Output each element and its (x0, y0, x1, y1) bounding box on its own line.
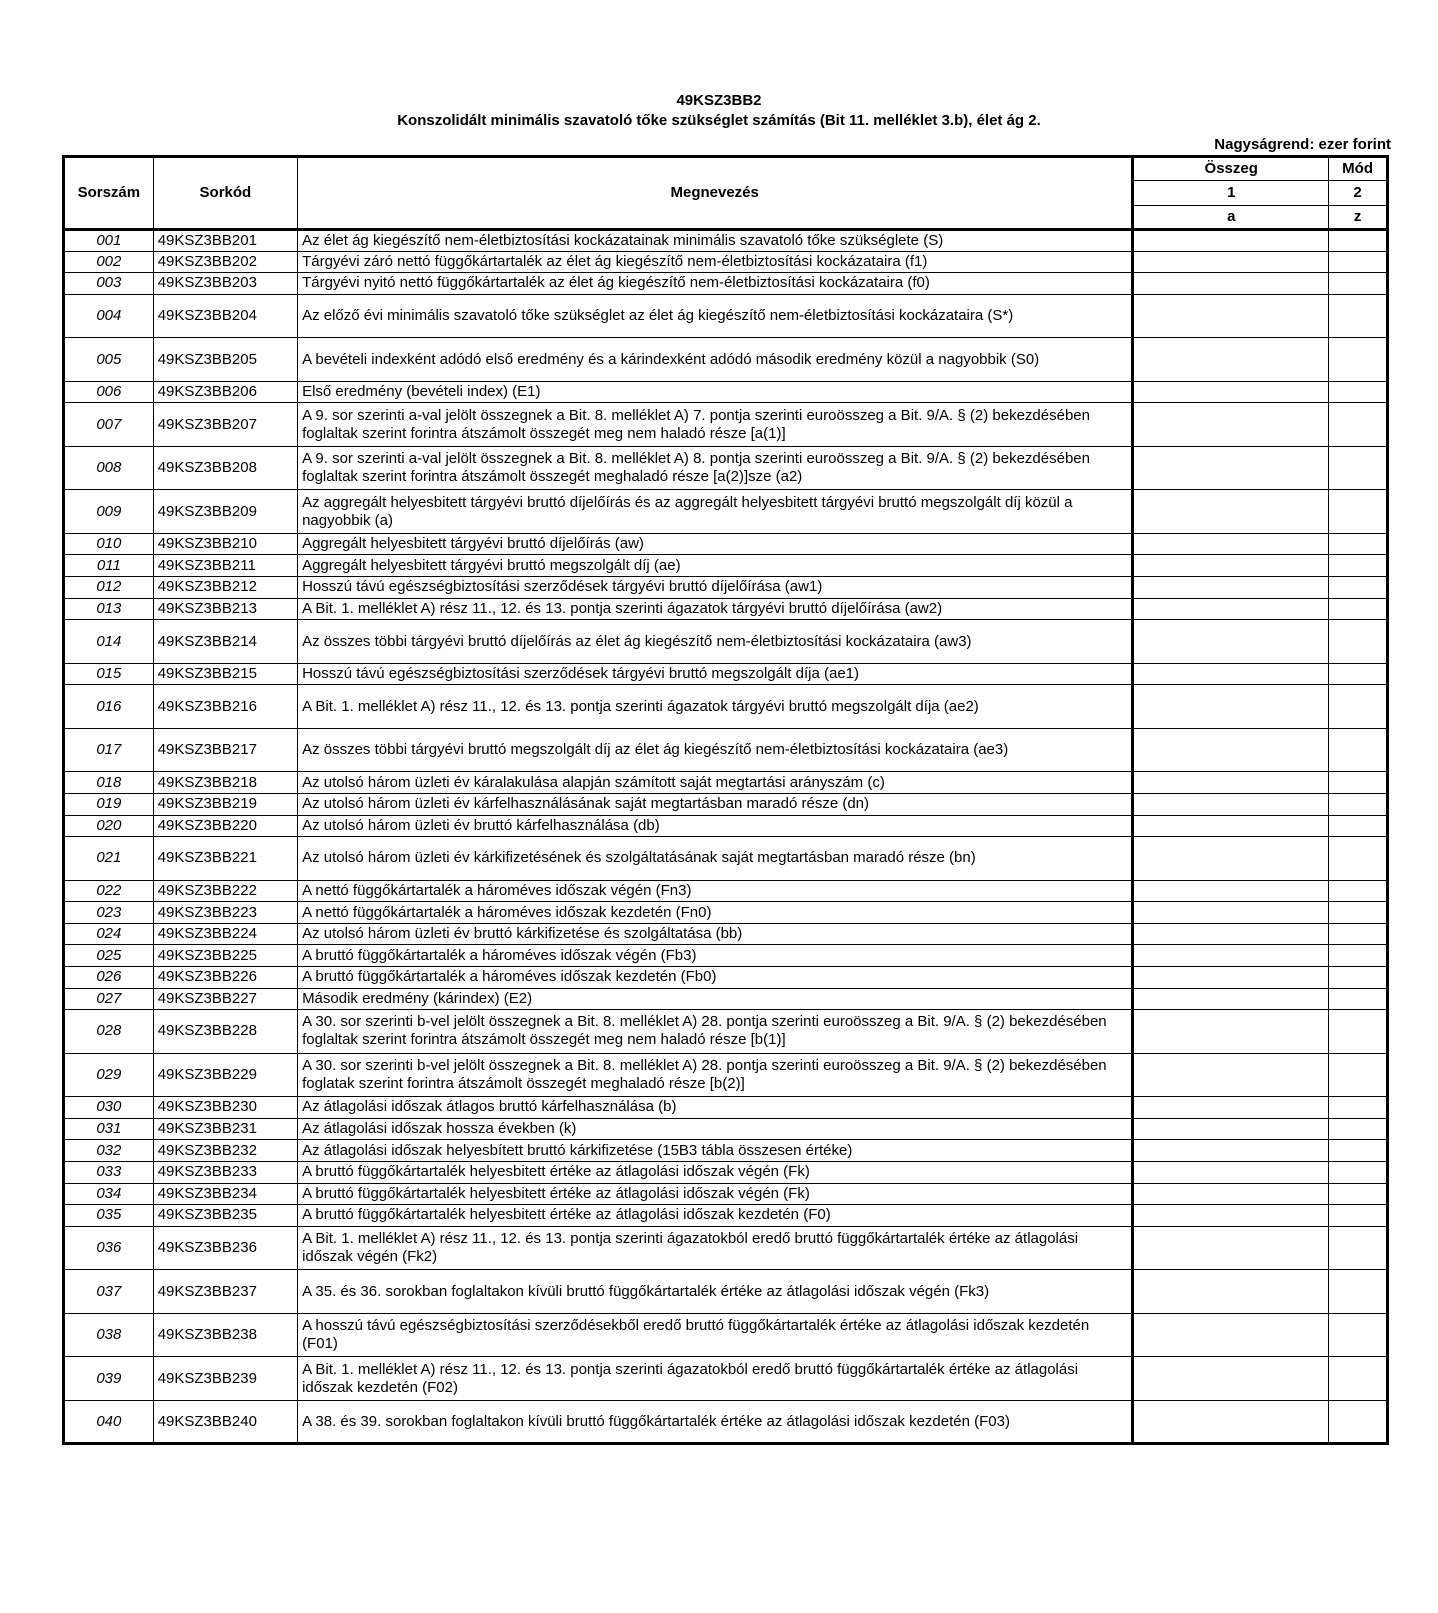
row-description: Első eredmény (bevételi index) (E1) (298, 381, 1133, 403)
mod-cell[interactable] (1329, 880, 1388, 902)
col-header-mod-num: 2 (1329, 181, 1388, 205)
col-header-sorkod: Sorkód (153, 157, 297, 230)
row-description: Az élet ág kiegészítő nem-életbiztosítási kockázatainak minimális szavatoló tőke szükséglete (S) (298, 230, 1133, 252)
row-code: 49KSZ3BB206 (153, 381, 297, 403)
row-code: 49KSZ3BB204 (153, 294, 297, 338)
mod-cell[interactable] (1329, 988, 1388, 1010)
form-code: 49KSZ3BB2 (676, 92, 762, 109)
row-number: 017 (64, 728, 154, 772)
mod-cell[interactable] (1329, 446, 1388, 490)
row-description: A Bit. 1. melléklet A) rész 11., 12. és 13. pontja szerinti ágazatokból eredő bruttó függőkártartalék értéke az átlagolási időszak kezdetén (F02) (298, 1357, 1133, 1401)
osszeg-cell[interactable] (1133, 988, 1329, 1010)
mod-cell[interactable] (1329, 772, 1388, 794)
row-code: 49KSZ3BB236 (153, 1226, 297, 1270)
table-row (64, 1097, 1388, 1119)
osszeg-cell[interactable] (1133, 273, 1329, 295)
row-code: 49KSZ3BB211 (153, 555, 297, 577)
col-header-mod: Mód (1329, 157, 1388, 181)
row-number: 034 (64, 1183, 154, 1205)
row-number: 031 (64, 1118, 154, 1140)
osszeg-cell[interactable] (1133, 338, 1329, 382)
col-header-megnevezes: Megnevezés (298, 157, 1133, 230)
osszeg-cell[interactable] (1133, 1183, 1329, 1205)
row-description: Az utolsó három üzleti év káralakulása alapján számított saját megtartási arányszám (c) (298, 772, 1133, 794)
osszeg-cell[interactable] (1133, 967, 1329, 989)
row-number: 019 (64, 793, 154, 815)
mod-cell[interactable] (1329, 1400, 1388, 1444)
row-number: 004 (64, 294, 154, 338)
row-description: A 35. és 36. sorokban foglaltakon kívüli bruttó függőkártartalék értéke az átlagolási időszak végén (Fk3) (298, 1270, 1133, 1314)
table-row (64, 880, 1388, 902)
mod-cell[interactable] (1329, 1205, 1388, 1227)
row-number: 014 (64, 620, 154, 664)
row-code: 49KSZ3BB201 (153, 230, 297, 252)
mod-cell[interactable] (1329, 728, 1388, 772)
row-description: Aggregált helyesbitett tárgyévi bruttó díjelőírás (aw) (298, 533, 1133, 555)
row-description: Tárgyévi nyitó nettó függőkártartalék az élet ág kiegészítő nem-életbiztosítási kockázataira (f0) (298, 273, 1133, 295)
osszeg-cell[interactable] (1133, 1161, 1329, 1183)
mod-cell[interactable] (1329, 251, 1388, 273)
row-description: A Bit. 1. melléklet A) rész 11., 12. és 13. pontja szerinti ágazatok tárgyévi bruttó díjelőírása (aw2) (298, 598, 1133, 620)
osszeg-cell[interactable] (1133, 555, 1329, 577)
mod-cell[interactable] (1329, 685, 1388, 729)
row-code: 49KSZ3BB202 (153, 251, 297, 273)
row-description: Az utolsó három üzleti év kárkifizetésének és szolgáltatásának saját megtartásban maradó része (bn) (298, 837, 1133, 881)
row-number: 028 (64, 1010, 154, 1054)
table-row (64, 772, 1388, 794)
row-description: A nettó függőkártartalék a hároméves időszak kezdetén (Fn0) (298, 902, 1133, 924)
row-number: 035 (64, 1205, 154, 1227)
osszeg-cell[interactable] (1133, 1053, 1329, 1097)
row-code: 49KSZ3BB234 (153, 1183, 297, 1205)
row-code: 49KSZ3BB218 (153, 772, 297, 794)
osszeg-cell[interactable] (1133, 230, 1329, 252)
mod-cell[interactable] (1329, 1313, 1388, 1357)
osszeg-cell[interactable] (1133, 902, 1329, 924)
col-header-osszeg: Összeg (1133, 157, 1329, 181)
table-row (64, 620, 1388, 664)
row-code: 49KSZ3BB238 (153, 1313, 297, 1357)
row-code: 49KSZ3BB205 (153, 338, 297, 382)
row-number: 037 (64, 1270, 154, 1314)
osszeg-cell[interactable] (1133, 728, 1329, 772)
mod-cell[interactable] (1329, 1226, 1388, 1270)
table-row (64, 577, 1388, 599)
row-description: A bevételi indexként adódó első eredmény és a kárindexként adódó második eredmény közül a nagyobbik (S0) (298, 338, 1133, 382)
mod-cell[interactable] (1329, 1140, 1388, 1162)
row-number: 025 (64, 945, 154, 967)
row-number: 006 (64, 381, 154, 403)
row-description: A bruttó függőkártartalék helyesbitett értéke az átlagolási időszak végén (Fk) (298, 1183, 1133, 1205)
osszeg-cell[interactable] (1133, 685, 1329, 729)
osszeg-cell[interactable] (1133, 1226, 1329, 1270)
row-description: A Bit. 1. melléklet A) rész 11., 12. és 13. pontja szerinti ágazatok tárgyévi bruttó megszolgált díja (ae2) (298, 685, 1133, 729)
row-code: 49KSZ3BB229 (153, 1053, 297, 1097)
row-number: 012 (64, 577, 154, 599)
osszeg-cell[interactable] (1133, 446, 1329, 490)
row-number: 036 (64, 1226, 154, 1270)
table-row (64, 446, 1388, 490)
row-code: 49KSZ3BB235 (153, 1205, 297, 1227)
row-code: 49KSZ3BB230 (153, 1097, 297, 1119)
row-number: 026 (64, 967, 154, 989)
row-code: 49KSZ3BB203 (153, 273, 297, 295)
mod-cell[interactable] (1329, 533, 1388, 555)
col-header-sorszam: Sorszám (64, 157, 154, 230)
row-description: A Bit. 1. melléklet A) rész 11., 12. és 13. pontja szerinti ágazatokból eredő bruttó függőkártartalék értéke az átlagolási időszak végén (Fk2) (298, 1226, 1133, 1270)
table-row (64, 338, 1388, 382)
mod-cell[interactable] (1329, 598, 1388, 620)
mod-cell[interactable] (1329, 1053, 1388, 1097)
osszeg-cell[interactable] (1133, 1010, 1329, 1054)
form-title: Konszolidált minimális szavatoló tőke szükséglet számítás (Bit 11. melléklet 3.b), élet ág 2. (397, 112, 1041, 129)
osszeg-cell[interactable] (1133, 663, 1329, 685)
row-description: A 30. sor szerinti b-vel jelölt összegnek a Bit. 8. melléklet A) 28. pontja szerinti euroösszeg a Bit. 9/A. § (2) bekezdésében foglatak szerint forintra átszámolt összegét meghaladó része [b(2)] (298, 1053, 1133, 1097)
row-description: A bruttó függőkártartalék a hároméves időszak kezdetén (Fb0) (298, 967, 1133, 989)
row-description: Hosszú távú egészségbiztosítási szerződések tárgyévi bruttó díjelőírása (aw1) (298, 577, 1133, 599)
mod-cell[interactable] (1329, 620, 1388, 664)
row-code: 49KSZ3BB233 (153, 1161, 297, 1183)
table-row (64, 1313, 1388, 1357)
mod-cell[interactable] (1329, 1097, 1388, 1119)
row-code: 49KSZ3BB207 (153, 403, 297, 447)
table-row (64, 230, 1388, 252)
table-row (64, 793, 1388, 815)
table-row (64, 945, 1388, 967)
row-number: 023 (64, 902, 154, 924)
row-number: 015 (64, 663, 154, 685)
row-description: A hosszú távú egészségbiztosítási szerződésekből eredő bruttó függőkártartalék értéke az átlagolási időszak kezdetén (F01) (298, 1313, 1133, 1357)
row-description: A 30. sor szerinti b-vel jelölt összegnek a Bit. 8. melléklet A) 28. pontja szerinti euroösszeg a Bit. 9/A. § (2) bekezdésében foglaltak szerint forintra átszámolt összegét meg nem haladó része [b(1)] (298, 1010, 1133, 1054)
row-number: 011 (64, 555, 154, 577)
table-row (64, 555, 1388, 577)
row-code: 49KSZ3BB216 (153, 685, 297, 729)
row-number: 024 (64, 923, 154, 945)
table-row (64, 1010, 1388, 1054)
unit-label: Nagyságrend: ezer forint (1214, 136, 1391, 153)
row-number: 032 (64, 1140, 154, 1162)
table-body (64, 230, 1388, 1444)
row-code: 49KSZ3BB214 (153, 620, 297, 664)
mod-cell[interactable] (1329, 403, 1388, 447)
osszeg-cell[interactable] (1133, 1205, 1329, 1227)
row-number: 033 (64, 1161, 154, 1183)
row-description: Az utolsó három üzleti év kárfelhasználásának saját megtartásban maradó része (dn) (298, 793, 1133, 815)
table-row (64, 1161, 1388, 1183)
mod-cell[interactable] (1329, 294, 1388, 338)
row-code: 49KSZ3BB215 (153, 663, 297, 685)
row-description: Az utolsó három üzleti év bruttó kárkifizetése és szolgáltatása (bb) (298, 923, 1133, 945)
row-code: 49KSZ3BB217 (153, 728, 297, 772)
row-number: 009 (64, 490, 154, 534)
row-number: 039 (64, 1357, 154, 1401)
table-row (64, 490, 1388, 534)
row-description: A 9. sor szerinti a-val jelölt összegnek a Bit. 8. melléklet A) 7. pontja szerinti euroösszeg a Bit. 9/A. § (2) bekezdésében foglaltak szerint forintra átszámolt összegét meg nem haladó része [a(1)] (298, 403, 1133, 447)
mod-cell[interactable] (1329, 1161, 1388, 1183)
osszeg-cell[interactable] (1133, 294, 1329, 338)
row-description: A 38. és 39. sorokban foglaltakon kívüli bruttó függőkártartalék értéke az átlagolási időszak kezdetén (F03) (298, 1400, 1133, 1444)
row-description: A 9. sor szerinti a-val jelölt összegnek a Bit. 8. melléklet A) 8. pontja szerinti euroösszeg a Bit. 9/A. § (2) bekezdésében foglaltak szerint forintra átszámolt összegét meghaladó része [a(2)]sze (a2) (298, 446, 1133, 490)
row-number: 030 (64, 1097, 154, 1119)
col-header-osszeg-num: 1 (1133, 181, 1329, 205)
mod-cell[interactable] (1329, 273, 1388, 295)
row-code: 49KSZ3BB225 (153, 945, 297, 967)
table-row (64, 403, 1388, 447)
row-number: 027 (64, 988, 154, 1010)
table-row (64, 1118, 1388, 1140)
row-description: Az előző évi minimális szavatoló tőke szükséglet az élet ág kiegészítő nem-életbiztosítási kockázataira (S*) (298, 294, 1133, 338)
row-description: Az összes többi tárgyévi bruttó díjelőírás az élet ág kiegészítő nem-életbiztosítási kockázataira (aw3) (298, 620, 1133, 664)
osszeg-cell[interactable] (1133, 403, 1329, 447)
row-number: 008 (64, 446, 154, 490)
row-code: 49KSZ3BB209 (153, 490, 297, 534)
row-code: 49KSZ3BB220 (153, 815, 297, 837)
data-table (62, 155, 1389, 1445)
row-number: 013 (64, 598, 154, 620)
mod-cell[interactable] (1329, 902, 1388, 924)
row-number: 003 (64, 273, 154, 295)
row-code: 49KSZ3BB226 (153, 967, 297, 989)
osszeg-cell[interactable] (1133, 837, 1329, 881)
osszeg-cell[interactable] (1133, 923, 1329, 945)
mod-cell[interactable] (1329, 381, 1388, 403)
table-row (64, 923, 1388, 945)
osszeg-cell[interactable] (1133, 490, 1329, 534)
osszeg-cell[interactable] (1133, 793, 1329, 815)
row-code: 49KSZ3BB212 (153, 577, 297, 599)
row-description: A bruttó függőkártartalék a hároméves időszak végén (Fb3) (298, 945, 1133, 967)
row-description: Az átlagolási időszak hossza években (k) (298, 1118, 1133, 1140)
osszeg-cell[interactable] (1133, 880, 1329, 902)
osszeg-cell[interactable] (1133, 533, 1329, 555)
col-header-osszeg-letter: a (1133, 205, 1329, 229)
osszeg-cell[interactable] (1133, 1313, 1329, 1357)
mod-cell[interactable] (1329, 923, 1388, 945)
mod-cell[interactable] (1329, 837, 1388, 881)
mod-cell[interactable] (1329, 1357, 1388, 1401)
row-description: A nettó függőkártartalék a hároméves időszak végén (Fn3) (298, 880, 1133, 902)
mod-cell[interactable] (1329, 230, 1388, 252)
osszeg-cell[interactable] (1133, 1400, 1329, 1444)
row-code: 49KSZ3BB240 (153, 1400, 297, 1444)
table-row (64, 1357, 1388, 1401)
table-row (64, 273, 1388, 295)
osszeg-cell[interactable] (1133, 1270, 1329, 1314)
table-row (64, 967, 1388, 989)
table-row (64, 685, 1388, 729)
table-row (64, 1140, 1388, 1162)
table-row (64, 837, 1388, 881)
table-row (64, 1226, 1388, 1270)
osszeg-cell[interactable] (1133, 1097, 1329, 1119)
row-description: Az utolsó három üzleti év bruttó kárfelhasználása (db) (298, 815, 1133, 837)
row-code: 49KSZ3BB231 (153, 1118, 297, 1140)
mod-cell[interactable] (1329, 1270, 1388, 1314)
table-row (64, 1183, 1388, 1205)
osszeg-cell[interactable] (1133, 577, 1329, 599)
mod-cell[interactable] (1329, 793, 1388, 815)
row-number: 010 (64, 533, 154, 555)
osszeg-cell[interactable] (1133, 945, 1329, 967)
row-number: 001 (64, 230, 154, 252)
mod-cell[interactable] (1329, 1010, 1388, 1054)
row-description: A bruttó függőkártartalék helyesbitett értéke az átlagolási időszak kezdetén (F0) (298, 1205, 1133, 1227)
row-code: 49KSZ3BB221 (153, 837, 297, 881)
row-code: 49KSZ3BB219 (153, 793, 297, 815)
mod-cell[interactable] (1329, 815, 1388, 837)
row-code: 49KSZ3BB237 (153, 1270, 297, 1314)
mod-cell[interactable] (1329, 1183, 1388, 1205)
table-row (64, 1270, 1388, 1314)
col-header-mod-letter: z (1329, 205, 1388, 229)
table-row (64, 663, 1388, 685)
row-number: 002 (64, 251, 154, 273)
row-number: 029 (64, 1053, 154, 1097)
row-code: 49KSZ3BB232 (153, 1140, 297, 1162)
row-number: 016 (64, 685, 154, 729)
row-code: 49KSZ3BB227 (153, 988, 297, 1010)
table-row (64, 1205, 1388, 1227)
osszeg-cell[interactable] (1133, 815, 1329, 837)
row-code: 49KSZ3BB224 (153, 923, 297, 945)
table-row (64, 988, 1388, 1010)
osszeg-cell[interactable] (1133, 381, 1329, 403)
row-number: 018 (64, 772, 154, 794)
mod-cell[interactable] (1329, 663, 1388, 685)
osszeg-cell[interactable] (1133, 598, 1329, 620)
mod-cell[interactable] (1329, 945, 1388, 967)
row-code: 49KSZ3BB210 (153, 533, 297, 555)
table-row (64, 902, 1388, 924)
mod-cell[interactable] (1329, 1118, 1388, 1140)
row-number: 020 (64, 815, 154, 837)
row-number: 040 (64, 1400, 154, 1444)
row-code: 49KSZ3BB213 (153, 598, 297, 620)
row-description: Az átlagolási időszak helyesbített bruttó kárkifizetése (15B3 tábla összesen értéke) (298, 1140, 1133, 1162)
osszeg-cell[interactable] (1133, 1140, 1329, 1162)
row-description: A bruttó függőkártartalék helyesbitett értéke az átlagolási időszak végén (Fk) (298, 1161, 1133, 1183)
row-code: 49KSZ3BB228 (153, 1010, 297, 1054)
mod-cell[interactable] (1329, 967, 1388, 989)
row-code: 49KSZ3BB239 (153, 1357, 297, 1401)
osszeg-cell[interactable] (1133, 1118, 1329, 1140)
table-row (64, 251, 1388, 273)
row-code: 49KSZ3BB208 (153, 446, 297, 490)
mod-cell[interactable] (1329, 555, 1388, 577)
osszeg-cell[interactable] (1133, 251, 1329, 273)
row-description: Az átlagolási időszak átlagos bruttó kárfelhasználása (b) (298, 1097, 1133, 1119)
table-row (64, 598, 1388, 620)
table-row (64, 815, 1388, 837)
table-row (64, 1400, 1388, 1444)
mod-cell[interactable] (1329, 577, 1388, 599)
table-row (64, 294, 1388, 338)
osszeg-cell[interactable] (1133, 620, 1329, 664)
row-code: 49KSZ3BB223 (153, 902, 297, 924)
table-row (64, 533, 1388, 555)
table-row (64, 728, 1388, 772)
row-number: 038 (64, 1313, 154, 1357)
row-number: 022 (64, 880, 154, 902)
row-description: Az aggregált helyesbitett tárgyévi bruttó díjelőírás és az aggregált helyesbitett tárgyévi bruttó megszolgált díj közül a nagyobbik (a) (298, 490, 1133, 534)
row-number: 021 (64, 837, 154, 881)
osszeg-cell[interactable] (1133, 772, 1329, 794)
row-description: Aggregált helyesbitett tárgyévi bruttó megszolgált díj (ae) (298, 555, 1133, 577)
row-description: Tárgyévi záró nettó függőkártartalék az élet ág kiegészítő nem-életbiztosítási kockázataira (f1) (298, 251, 1133, 273)
table-row (64, 1053, 1388, 1097)
mod-cell[interactable] (1329, 490, 1388, 534)
row-number: 007 (64, 403, 154, 447)
row-description: Hosszú távú egészségbiztosítási szerződések tárgyévi bruttó megszolgált díja (ae1) (298, 663, 1133, 685)
row-description: Második eredmény (kárindex) (E2) (298, 988, 1133, 1010)
row-description: Az összes többi tárgyévi bruttó megszolgált díj az élet ág kiegészítő nem-életbiztosítási kockázataira (ae3) (298, 728, 1133, 772)
osszeg-cell[interactable] (1133, 1357, 1329, 1401)
row-number: 005 (64, 338, 154, 382)
table-row (64, 381, 1388, 403)
row-code: 49KSZ3BB222 (153, 880, 297, 902)
mod-cell[interactable] (1329, 338, 1388, 382)
